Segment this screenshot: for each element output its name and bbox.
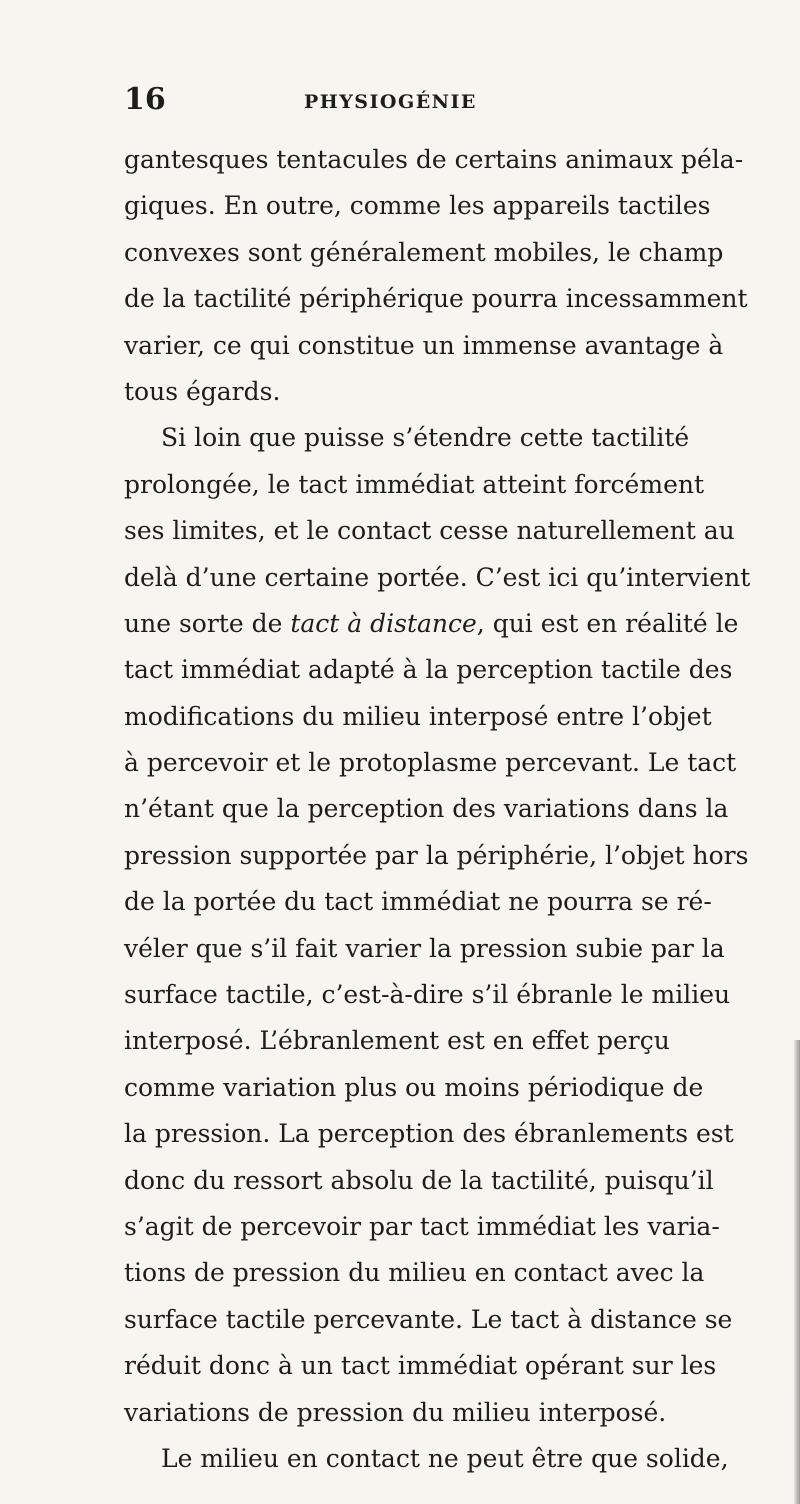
running-title: PHYSIOGÉNIE — [304, 91, 477, 113]
text-line: ses limites, et le contact cesse naturellement au — [124, 516, 735, 546]
text-line — [124, 601, 800, 647]
text-line: donc du ressort absolu de la tactilité, puisqu’il — [124, 1165, 714, 1195]
text-line: à percevoir et le protoplasme percevant. Le tact — [124, 748, 737, 778]
page-edge-shadow — [794, 1040, 800, 1504]
text-line: varier, ce qui constitue un immense avantage à — [124, 330, 724, 360]
text-line: Si loin que puisse s’étendre cette tactilité — [161, 423, 690, 453]
text-line: n’étant que la perception des variations dans la — [124, 794, 729, 824]
page-number: 16 — [124, 82, 166, 117]
text-line: tous égards. — [124, 376, 281, 406]
text-line: surface tactile, c’est-à-dire s’il ébranle le milieu — [124, 980, 731, 1010]
text-line: de la portée du tact immédiat ne pourra se ré- — [124, 887, 712, 917]
text-line: tact immédiat adapté à la perception tactile des — [124, 655, 733, 685]
text-line: gantesques tentacules de certains animaux péla- — [124, 145, 744, 174]
page-header — [124, 82, 744, 122]
text-line: interposé. L’ébranlement est en effet perçu — [124, 1026, 670, 1056]
text-line: Le milieu en contact ne peut être que solide, — [161, 1443, 729, 1473]
text-line: de la tactilité périphérique pourra incessamment — [124, 284, 748, 314]
text-line: variations de pression du milieu interposé. — [124, 1397, 667, 1427]
text-line: comme variation plus ou moins périodique de — [124, 1072, 704, 1102]
text-line: s’agit de percevoir par tact immédiat les varia- — [124, 1211, 720, 1241]
text-segment: une sorte de — [124, 608, 291, 638]
italic-term: tact à distance — [290, 608, 477, 638]
text-segment: , qui est en réalité le — [476, 608, 739, 638]
text-line: véler que s’il fait varier la pression subie par la — [124, 933, 725, 963]
text-line: giques. En outre, comme les appareils tactiles — [124, 191, 711, 221]
text-line: prolongée, le tact immédiat atteint forcément — [124, 469, 705, 499]
body-text — [124, 137, 800, 1482]
text-line: pression supportée par la périphérie, l’objet hors — [124, 840, 749, 870]
text-line: convexes sont généralement mobiles, le champ — [124, 237, 724, 267]
text-line: la pression. La perception des ébranlements est — [124, 1119, 734, 1149]
text-line: delà d’une certaine portée. C’est ici qu’intervient — [124, 562, 751, 592]
text-line: réduit donc à un tact immédiat opérant sur les — [124, 1351, 717, 1381]
text-line: tions de pression du milieu en contact avec la — [124, 1258, 705, 1288]
text-line: modifications du milieu interposé entre l’objet — [124, 701, 712, 731]
text-line: surface tactile percevante. Le tact à distance se — [124, 1304, 733, 1334]
